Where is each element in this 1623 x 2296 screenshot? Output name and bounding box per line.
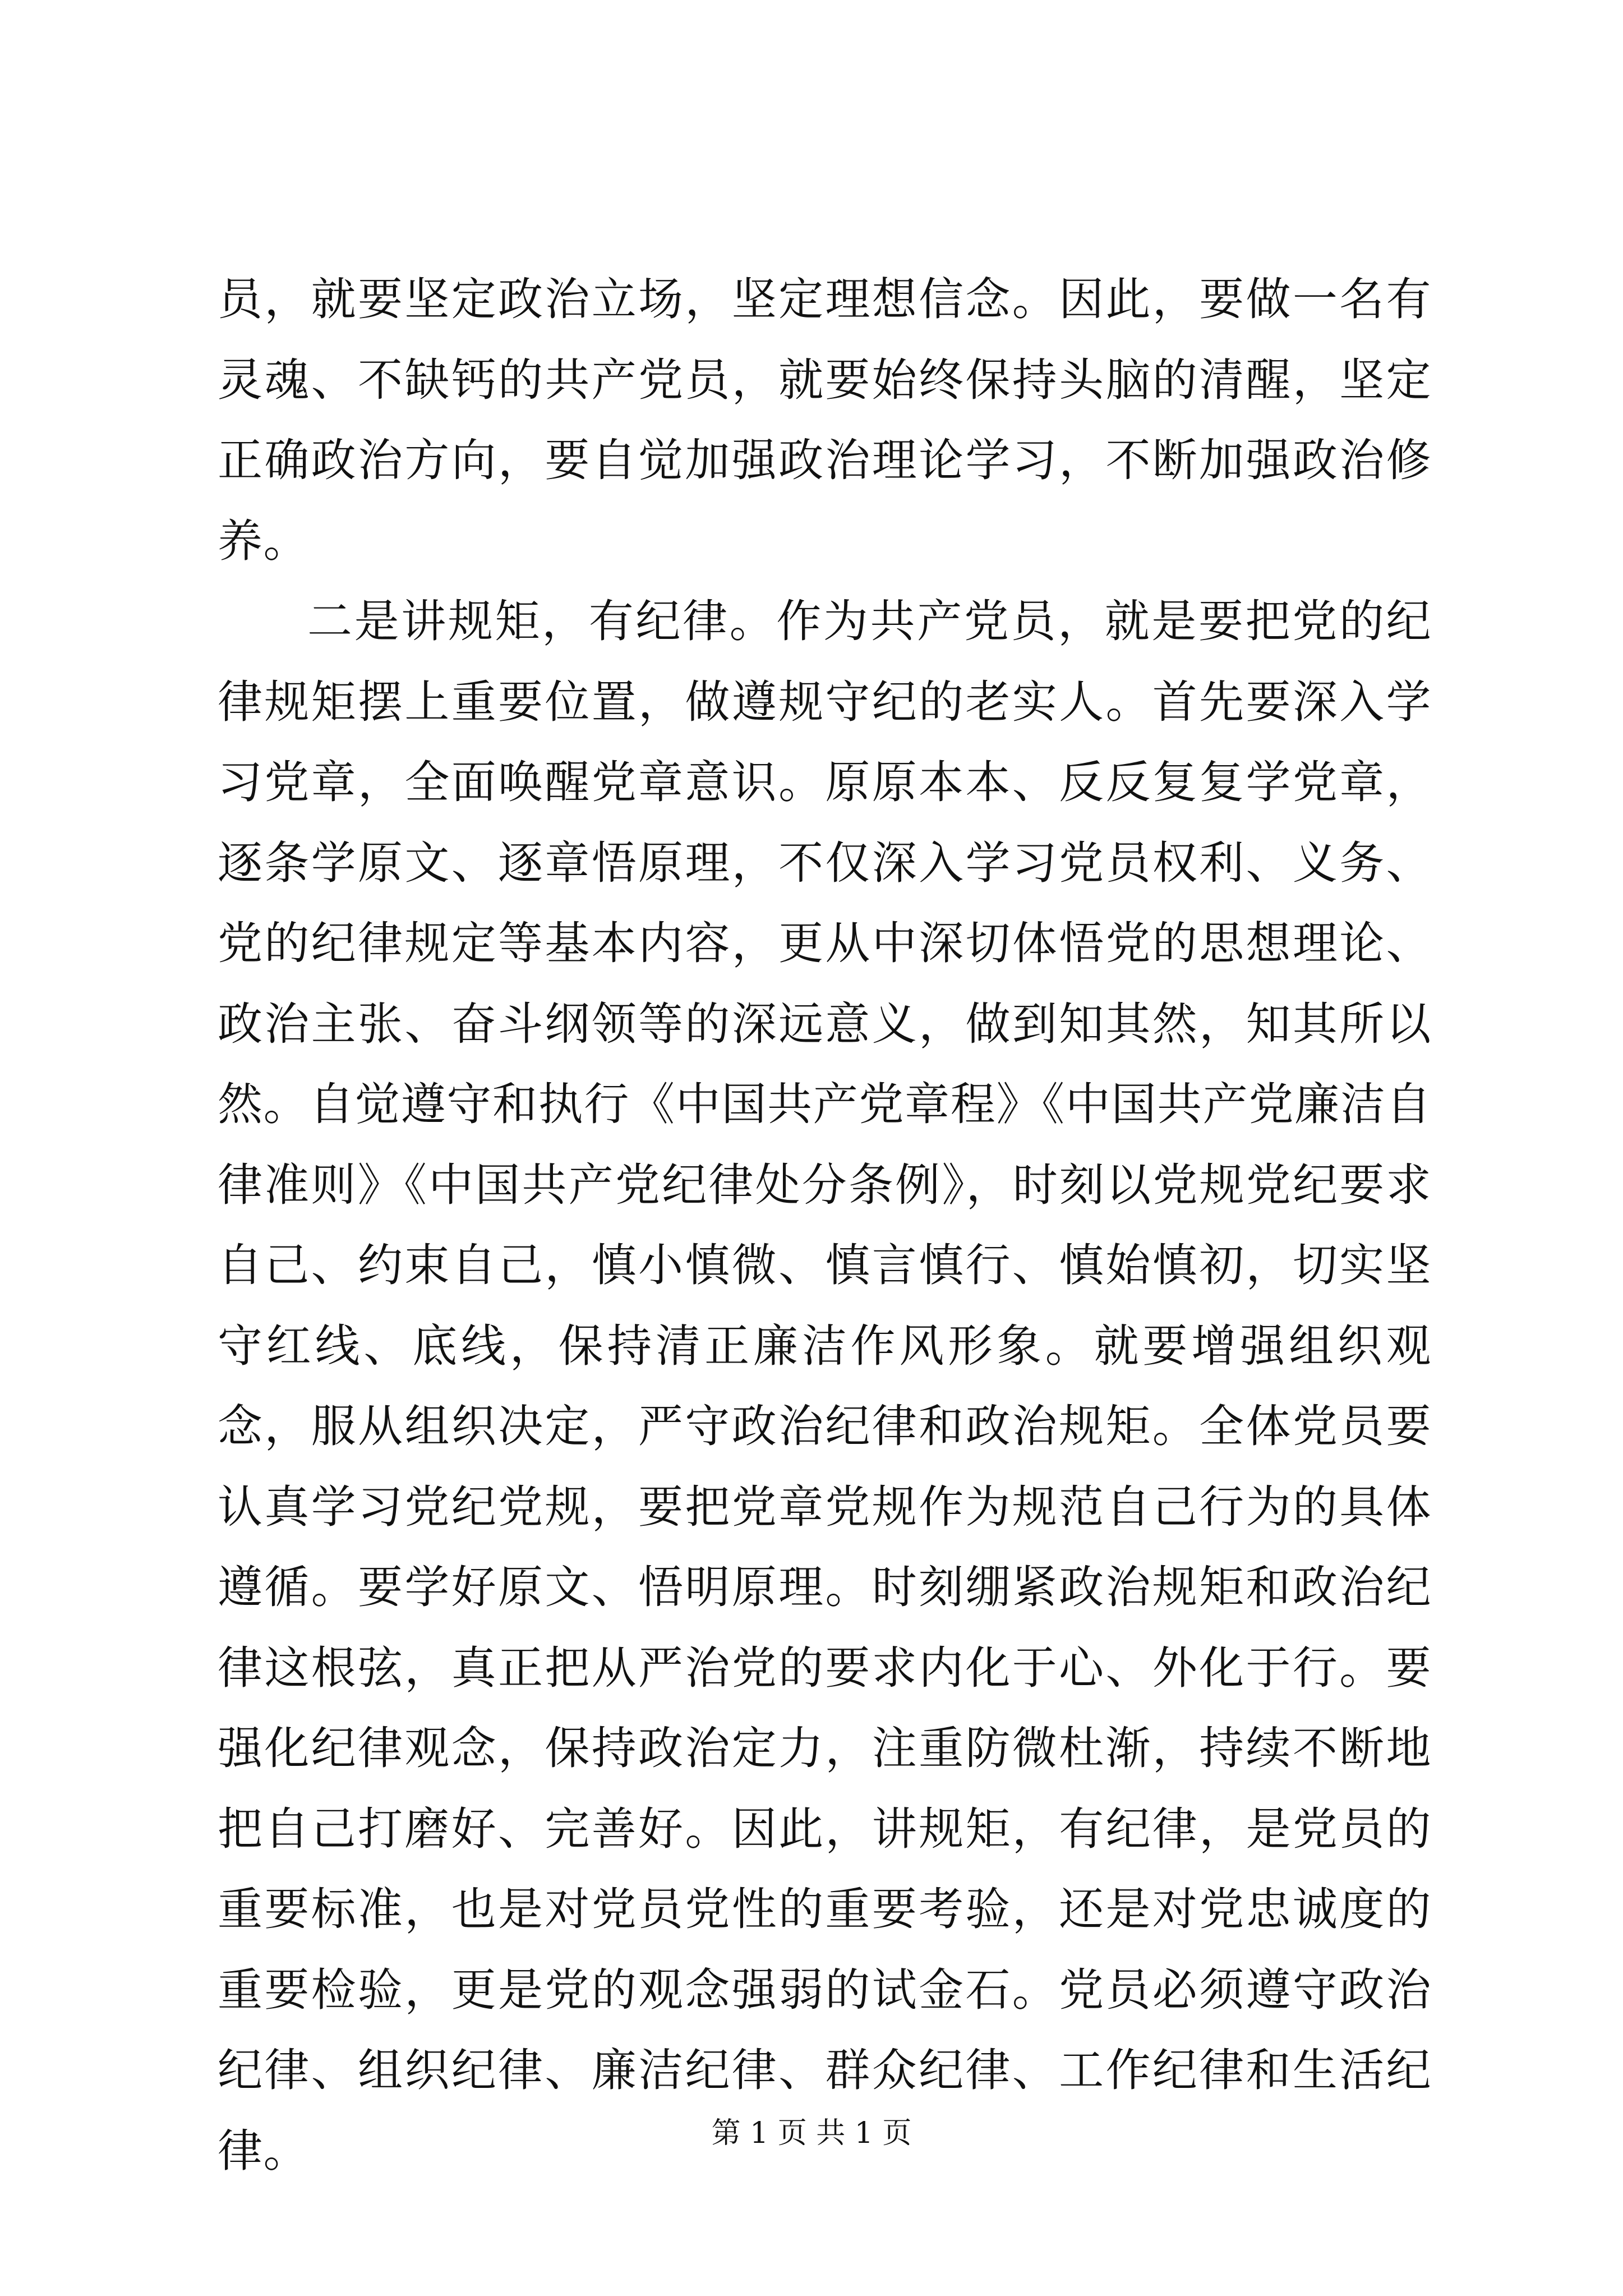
paragraph-2: 二是讲规矩，有纪律。作为共产党员，就是要把党的纪律规矩摆上重要位置，做遵规守纪的老实人。首先要深入学习党章，全面唤醒党章意识。原原本本、反反复复学党章，逐条学原文、逐章悟原理，不仅深入学习党员权利、义务、党的纪律规定等基本内容，更从中深切体悟党的思想理论、政治主张、奋斗纲领等的深远意义，做到知其然，知其所以然。自觉遵守和执行《中国共产党章程》《中国共产党廉洁自律准则》《中国共产党纪律处分条例》，时刻以党规党纪要求自己、约束自己，慎小慎微、慎言慎行、慎始慎初，切实坚守红线、底线，保持清正廉洁作风形象。就要增强组织观念，服从组织决定，严守政治纪律和政治规矩。全体党员要认真学习党纪党规，要把党章党规作为规范自己行为的具体遵循。要学好原文、悟明原理。时刻绷紧政治规矩和政治纪律这根弦，真正把从严治党的要求内化于心、外化于行。要强化纪律观念，保持政治定力，注重防微杜渐，持续不断地把自己打磨好、完善好。因此，讲规矩，有纪律，是党员的重要标准，也是对党员党性的重要考验，还是对党忠诚度的重要检验，更是党的观念强弱的试金石。党员必须遵守政治纪律、组织纪律、廉洁纪律、群众纪律、工作纪律和生活纪律。 [218,595,1432,2177]
page-number-footer: 第 1 页 共 1 页 [711,2116,912,2150]
paragraph-1: 员，就要坚定政治立场，坚定理想信念。因此，要做一名有灵魂、不缺钙的共产党员，就要始终保持头脑的清醒，坚定正确政治方向，要自觉加强政治理论学习，不断加强政治修养。 [218,273,1432,567]
document-body [218,259,1432,2191]
